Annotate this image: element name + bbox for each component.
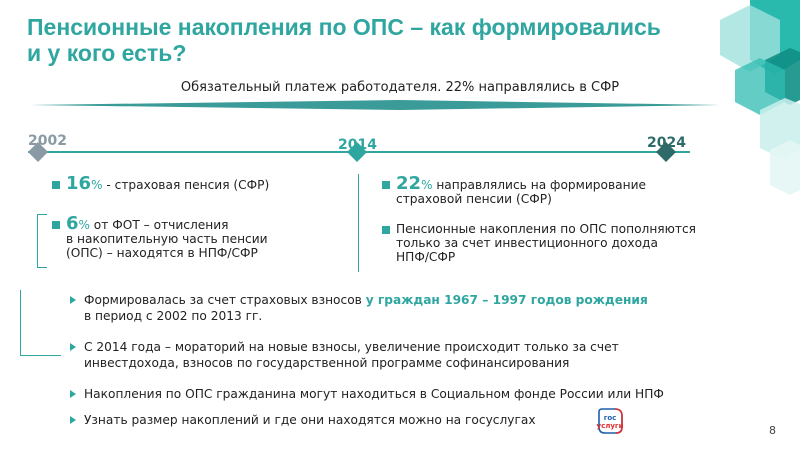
square-bullet-icon: [382, 181, 390, 189]
item-text-line-3: (ОПС) – находятся в НПФ/СФР: [66, 246, 258, 260]
right-item-1: [382, 173, 712, 206]
bullet-item-2: [70, 339, 760, 371]
bullet-item-4: [70, 412, 760, 428]
item-text-line-2: страховой пенсии (СФР): [396, 192, 552, 206]
year-2014: 2014: [338, 137, 377, 153]
item-text-line-3: НПФ/СФР: [396, 250, 456, 264]
item-text: Пенсионные накопления по ОПС пополняются: [396, 222, 697, 236]
square-bullet-icon: [382, 226, 390, 234]
bullet-item-3: [70, 386, 760, 402]
title-line-1: Пенсионные накопления по ОПС – как формировались: [27, 14, 661, 40]
bullet-text: Накопления по ОПС гражданина могут находиться в Социальном фонде России или НПФ: [84, 387, 664, 401]
title-line-2: и у кого есть?: [27, 40, 187, 66]
column-divider: [358, 174, 359, 272]
year-2024: 2024: [647, 135, 686, 151]
bullet-text: С 2014 года – мораторий на новые взносы, увеличение происходит только за счет: [84, 340, 619, 354]
bullet-text: Формировалась за счет страховых взносов: [84, 293, 366, 307]
item-text: от ФОТ – отчисления: [89, 218, 229, 232]
left-item-1: [52, 173, 352, 194]
item-text: направлялись на формирование: [432, 178, 646, 192]
percent-sign: %: [91, 178, 103, 192]
gosuslugi-logo[interactable]: [595, 406, 625, 436]
item-text: - страховая пенсия (СФР): [102, 178, 270, 192]
bracket-line: [37, 214, 47, 268]
logo-text-1: гос: [603, 414, 617, 422]
square-bullet-icon: [52, 181, 60, 189]
percent-value: 6: [66, 213, 79, 234]
bullet-item-1: [70, 292, 760, 324]
triangle-bullet-icon: [70, 343, 76, 351]
subtitle: Обязательный платеж работодателя. 22% направлялись в СФР: [180, 80, 620, 95]
right-item-2: [382, 222, 712, 264]
page-number: 8: [769, 424, 776, 437]
item-text-line-2: в накопительную часть пенсии: [66, 232, 268, 246]
year-2002: 2002: [28, 133, 67, 149]
page-title: [27, 14, 687, 66]
triangle-bullet-icon: [70, 390, 76, 398]
logo-text-2: услуги: [596, 422, 624, 430]
percent-sign: %: [421, 178, 433, 192]
triangle-bullet-icon: [70, 296, 76, 304]
bullet-highlight: у граждан 1967 – 1997 годов рождения: [365, 293, 648, 307]
item-text-line-2: только за счет инвестиционного дохода: [396, 236, 658, 250]
square-bullet-icon: [52, 221, 60, 229]
percent-sign: %: [78, 218, 90, 232]
bullet-text-line-2: инвестдохода, взносов по государственной программе софинансирования: [84, 356, 570, 370]
percent-value: 16: [66, 173, 92, 194]
percent-value: 22: [396, 173, 422, 194]
bullet-text: Узнать размер накоплений и где они находятся можно на госуслугах: [84, 413, 536, 427]
bullet-text-line-2: в период с 2002 по 2013 гг.: [84, 309, 263, 323]
triangle-bullet-icon: [70, 416, 76, 424]
bracket-line: [20, 290, 61, 356]
left-item-2: [52, 213, 352, 260]
